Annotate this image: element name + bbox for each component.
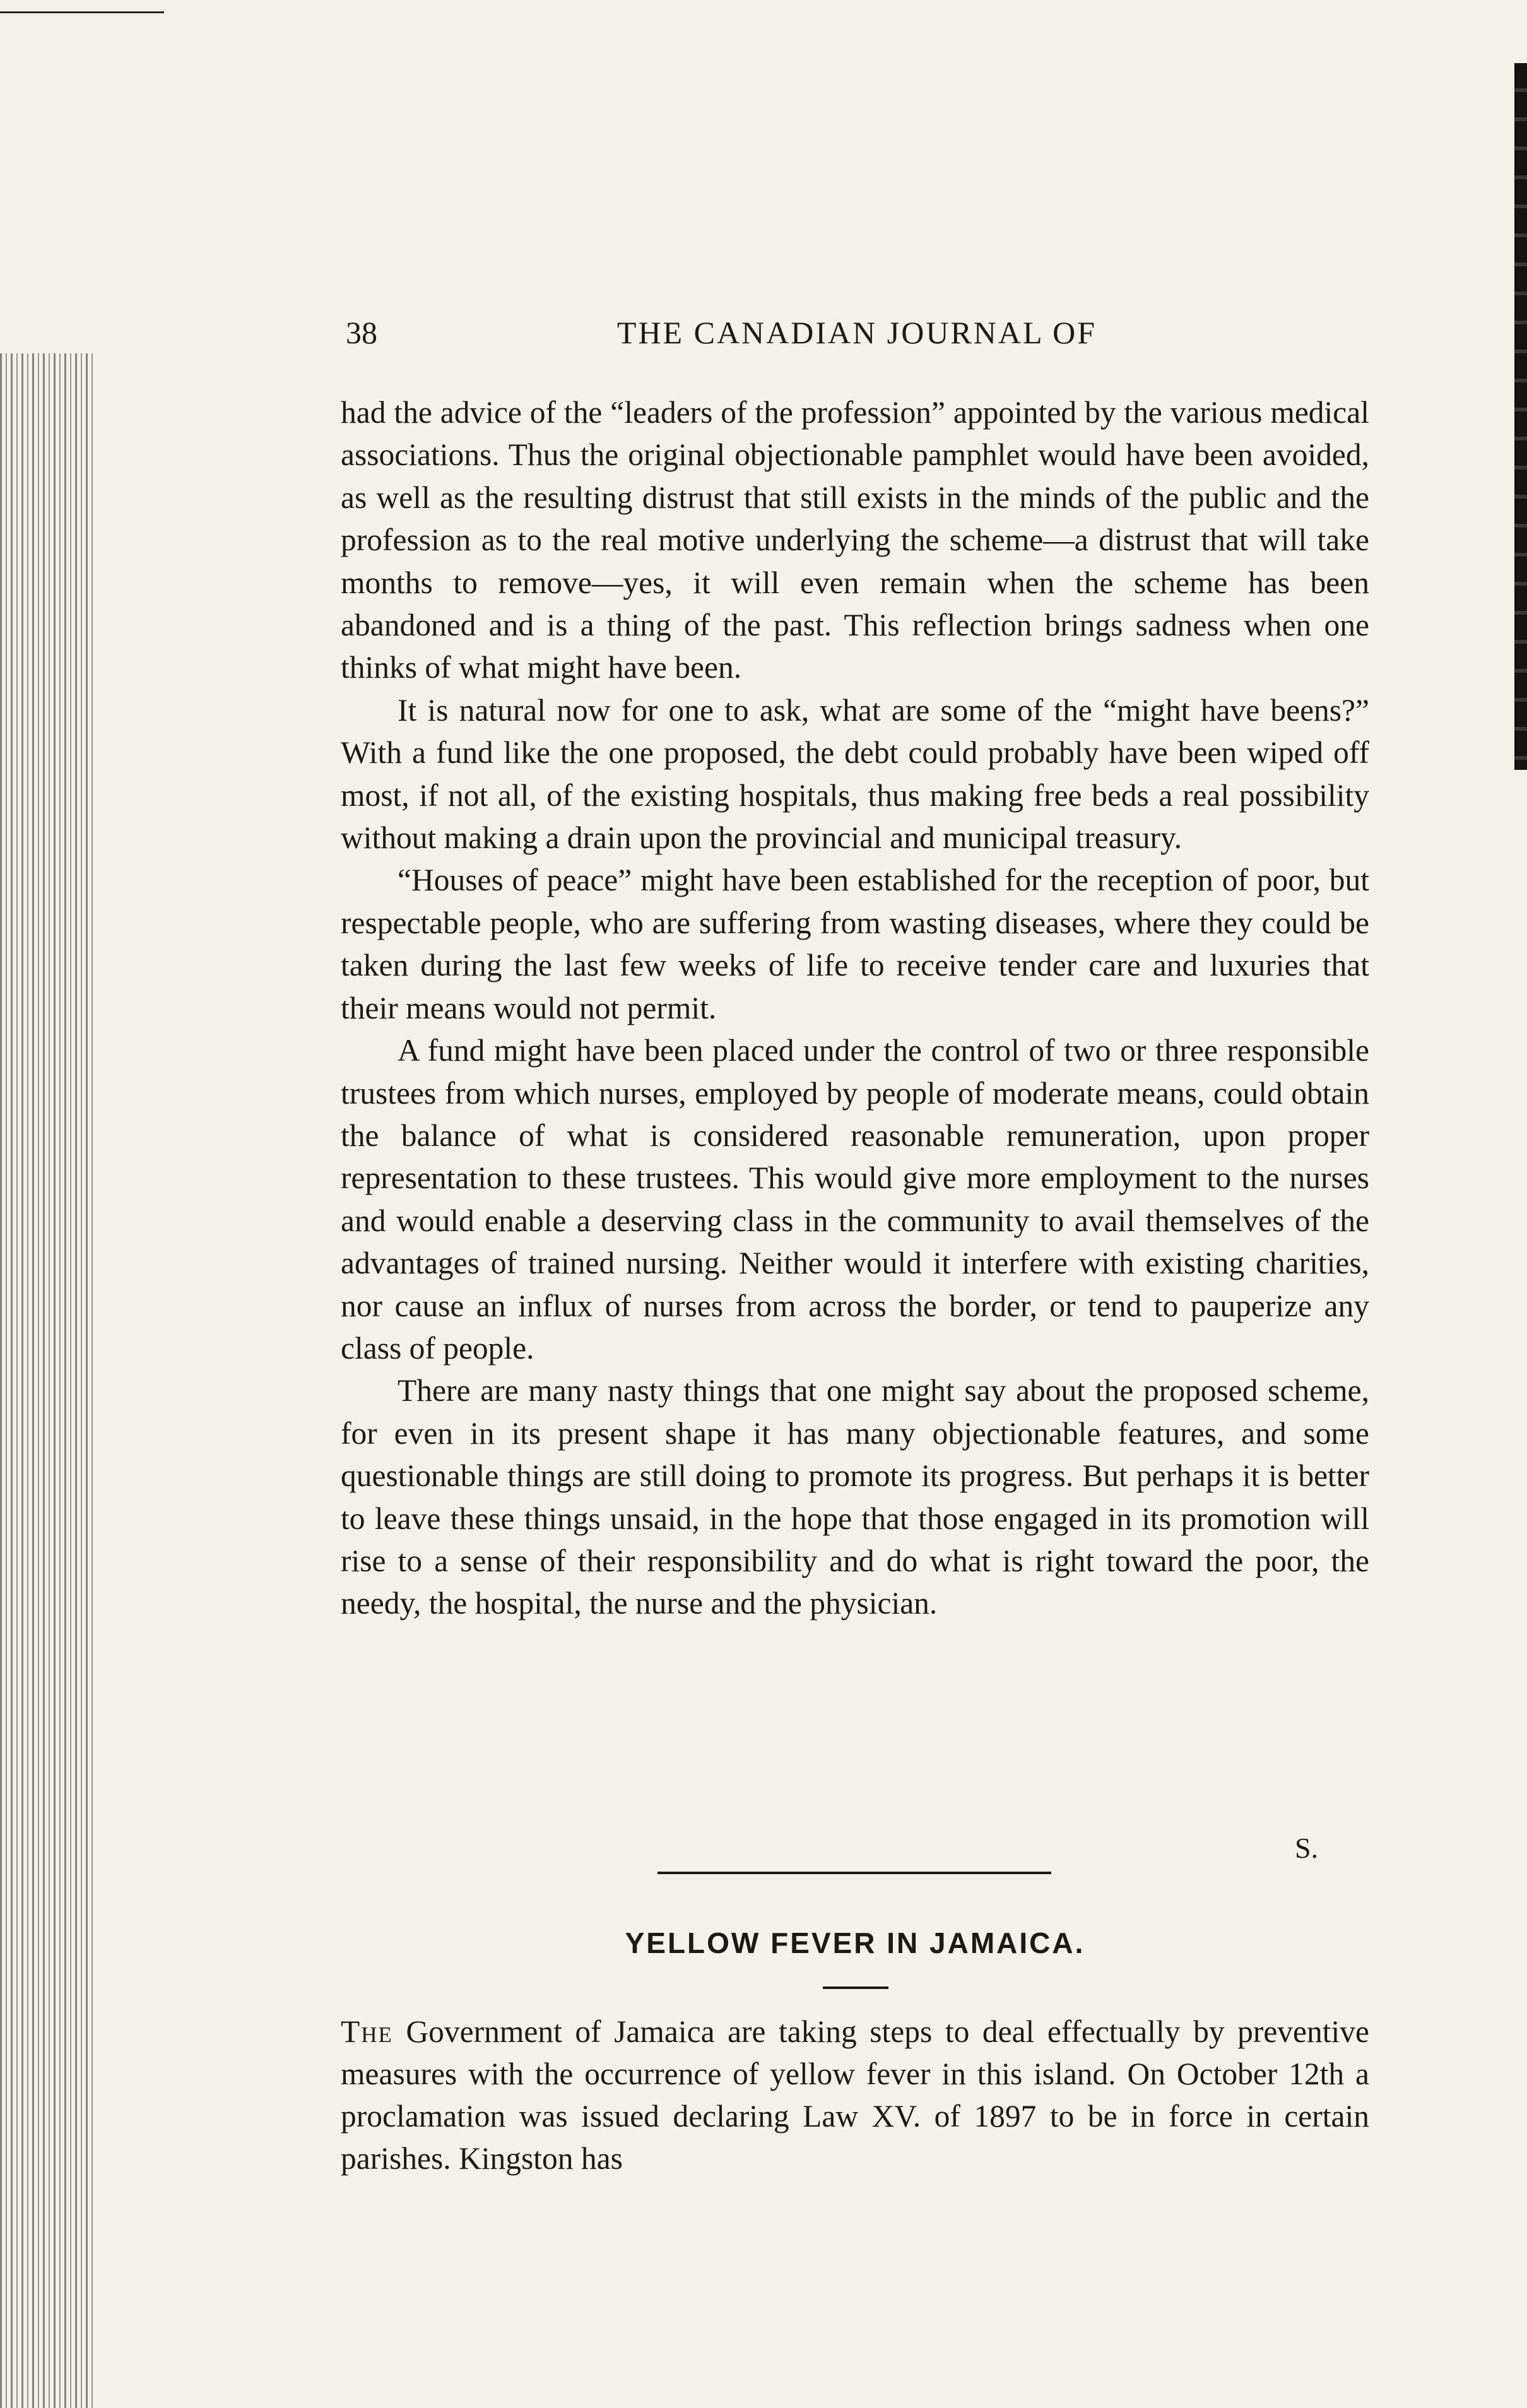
- binding-edge-right: [1514, 63, 1527, 770]
- top-edge-rule: [0, 11, 164, 13]
- section-divider: [657, 1872, 1051, 1874]
- section-paragraph: [341, 2010, 1369, 2180]
- paragraph-2: It is natural now for one to ask, what are some of the “might have beens?” With a fund like the one proposed, the debt could probably have been wiped off most, if not all, of the existing hospitals, thus making free beds a real possibility without making a drain upon the provincial and municipal treasury.: [341, 692, 1369, 856]
- section-heading: YELLOW FEVER IN JAMAICA.: [625, 1927, 1085, 1959]
- binding-edge-left: [0, 353, 95, 2408]
- running-head: [346, 314, 1368, 365]
- lead-word: The: [341, 2014, 393, 2049]
- page-number: 38: [346, 315, 377, 350]
- journal-title: THE CANADIAN JOURNAL OF: [616, 315, 1097, 350]
- paragraph-5: There are many nasty things that one might say about the proposed scheme, for even in its present shape it has many objectionable features, and some questionable things are still doing to promote its progress. But perhaps it is better to leave these things unsaid, in the hope that those engaged in its promotion will rise to a sense of their responsibility and do what is right toward the poor, the needy, the hospital, the nurse and the physician.: [341, 1373, 1369, 1621]
- article-body: [341, 391, 1369, 1625]
- paragraph-4: A fund might have been placed under the control of two or three responsible trustees from which nurses, employed by people of moderate means, could obtain the balance of what is considered reasonable remuneration, upon proper representation to these trustees. This would give more employment to the nurses and would enable a deserving class in the community to avail themselves of the advantages of trained nursing. Neither would it interfere with existing charities, nor cause an influx of nurses from across the border, or tend to pauperize any class of people.: [341, 1033, 1369, 1366]
- author-signature: S.: [1295, 1832, 1319, 1864]
- paragraph-1: had the advice of the “leaders of the profession” appointed by the various medical associations. Thus the original objectionable pamphlet would have been avoided, as well as the resulting distrust that still exists in the minds of the public and the profession as to the real motive underlying the scheme—a distrust that will take months to remove—yes, it will even remain when the scheme has been abandoned and is a thing of the past. This reflection brings sadness when one thinks of what might have been.: [341, 395, 1369, 685]
- paragraph-3: “Houses of peace” might have been established for the reception of poor, but respectable people, who are suffering from wasting diseases, where they could be taken during the last few weeks of life to receive tender care and luxuries that their means would not permit.: [341, 863, 1369, 1025]
- section-body: [341, 2010, 1369, 2180]
- heading-underline: [823, 1986, 888, 1989]
- section-text: Government of Jamaica are taking steps to deal effectually by preventive measures with the occurrence of yellow fever in this island. On October 12th a proclamation was issued declaring Law XV. of 1897 to be in force in certain parishes. Kingston has: [341, 2014, 1369, 2176]
